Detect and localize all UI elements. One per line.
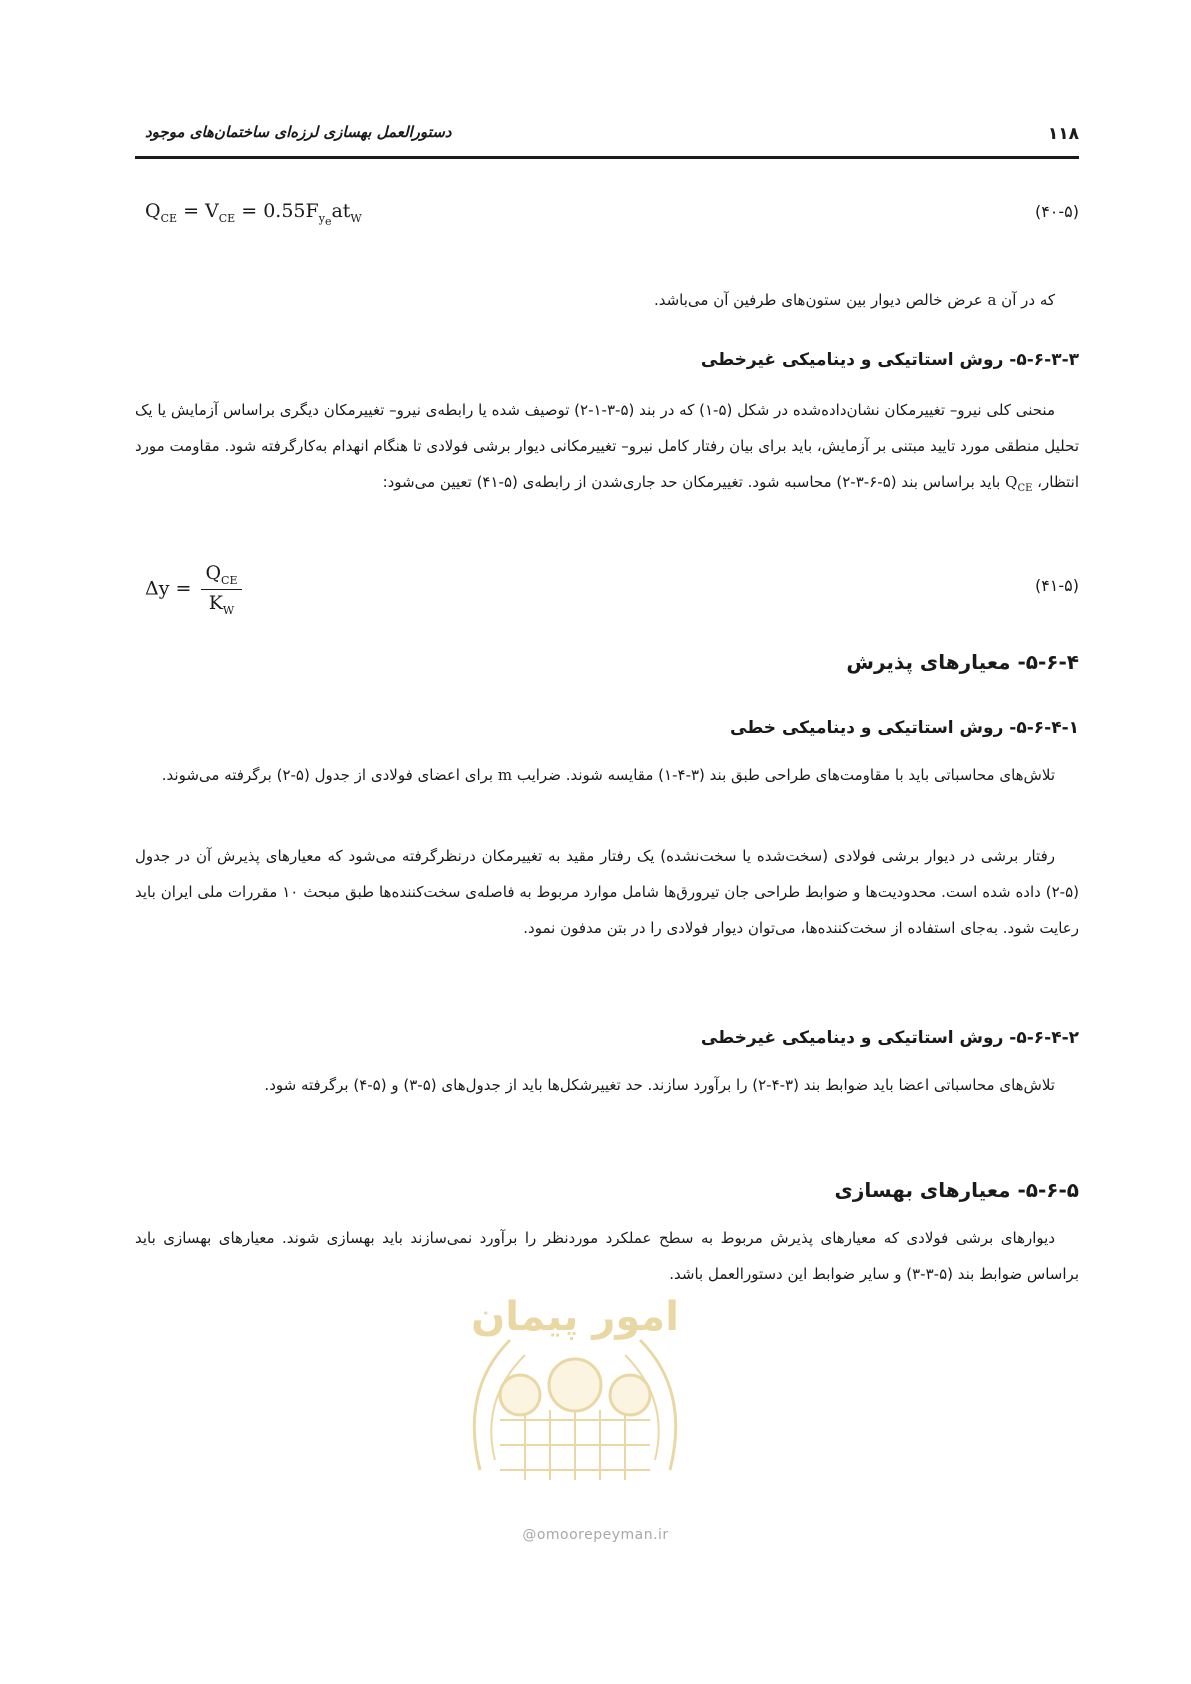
heading-5-6-5: ۵-۶-۵- معیارهای بهسازی bbox=[834, 1178, 1079, 1202]
variable-m: m bbox=[497, 766, 513, 784]
equation-41: Δy = $\frac{Q_{CE}}{K_W}$ bbox=[145, 562, 242, 617]
paragraph-force-deformation: منحنی کلی نیرو– تغییرمکان نشان‌داده‌شده در شکل (۵-۱) که در بند (۵-۳-۱-۲) توصیف شده یا رابطه‌ی نیرو– تغییرمکان دیگری براساس آزمایش یا یک تحلیل منطقی مورد تایید مبتنی بر آزمایش، باید برای بیان رفتار کامل نیرو– تغییرمکانی دیوار برشی فولادی تا هنگام انهدام به‌کارگرفته شود. مقاومت مورد انتظار، $Q_{CE}$ باید براساس بند (۵-۶-۳-۲) محاسبه شود. تغییرمکان حد جاری‌شدن از رابطه‌ی (۵-۴۱) تعیین می‌شود: bbox=[135, 401, 1079, 494]
paragraph-nonlinear-acceptance: تلاش‌های محاسباتی اعضا باید ضوابط بند (۳-۴-۲) را برآورد سازند. حد تغییرشکل‌ها باید از جدول‌های (۵-۳) و (۵-۴) برگرفته شود. bbox=[264, 1076, 1055, 1094]
equation-41-label: (۴۱-۵) bbox=[1034, 576, 1079, 595]
paragraph-shear-behavior: رفتار برشی در دیوار برشی فولادی (سخت‌شده یا سخت‌نشده) یک رفتار مقید به تغییرمکان درنظرگرفته می‌شود که معیارهای پذیرش آن در جدول (۵-۲) داده شده است. محدودیت‌ها و ضوابط طراحی جان تیرورق‌ها شامل موارد مربوط به فاصله‌ی سخت‌کننده‌ها طبق مبحث ۱۰ مقررات ملی ایران باید رعایت شود. به‌جای استفاده از سخت‌کننده‌ها، می‌توان دیوار فولادی را در بتن مدفون نمود. bbox=[135, 847, 1079, 937]
watermark-text: امور پیمان bbox=[471, 1294, 679, 1340]
equation-40-label: (۴۰-۵) bbox=[1034, 202, 1079, 221]
variable-a: a bbox=[987, 291, 997, 309]
equation-40: $Q_{CE} = V_{CE} = 0.55F_{y_e}at_W$ bbox=[145, 200, 362, 228]
heading-5-6-4: ۵-۶-۴- معیارهای پذیرش bbox=[846, 650, 1079, 674]
heading-5-6-4-2: ۵-۶-۴-۲- روش استاتیکی و دینامیکی غیرخطی bbox=[700, 1028, 1079, 1048]
paragraph-definition-a: که در آن a عرض خالص دیوار بین ستون‌های طرفین آن می‌باشد. bbox=[653, 291, 1055, 309]
running-title: دستورالعمل بهسازی لرزه‌ای ساختمان‌های موجود bbox=[145, 123, 452, 141]
watermark-url: @omoorepeyman.ir bbox=[522, 1527, 669, 1543]
watermark-logo bbox=[440, 1270, 710, 1510]
heading-5-6-3-3: ۵-۶-۳-۳- روش استاتیکی و دینامیکی غیرخطی bbox=[700, 350, 1079, 370]
variable-qce: $Q_{CE}$ bbox=[1005, 473, 1033, 494]
page-number: ۱۱۸ bbox=[1047, 124, 1079, 144]
header-rule bbox=[135, 156, 1079, 159]
page-header bbox=[135, 120, 1079, 150]
paragraph-rehabilitation: دیوارهای برشی فولادی که معیارهای پذیرش مربوط به سطح عملکرد موردنظر را برآورد نمی‌سازند باید بهسازی شوند. معیارهای بهسازی باید براساس ضوابط بند (۵-۳-۳) و سایر ضوابط این دستورالعمل باشد. bbox=[135, 1229, 1079, 1283]
equation-41-fraction: $\frac{Q_{CE}}{K_W}$ bbox=[201, 562, 241, 617]
heading-5-6-4-1: ۵-۶-۴-۱- روش استاتیکی و دینامیکی خطی bbox=[730, 718, 1079, 738]
paragraph-linear-acceptance: تلاش‌های محاسباتی باید با مقاومت‌های طراحی طبق بند (۳-۴-۱) مقایسه شوند. ضرایب m برای اعضای فولادی از جدول (۵-۲) برگرفته می‌شوند. bbox=[161, 766, 1055, 784]
